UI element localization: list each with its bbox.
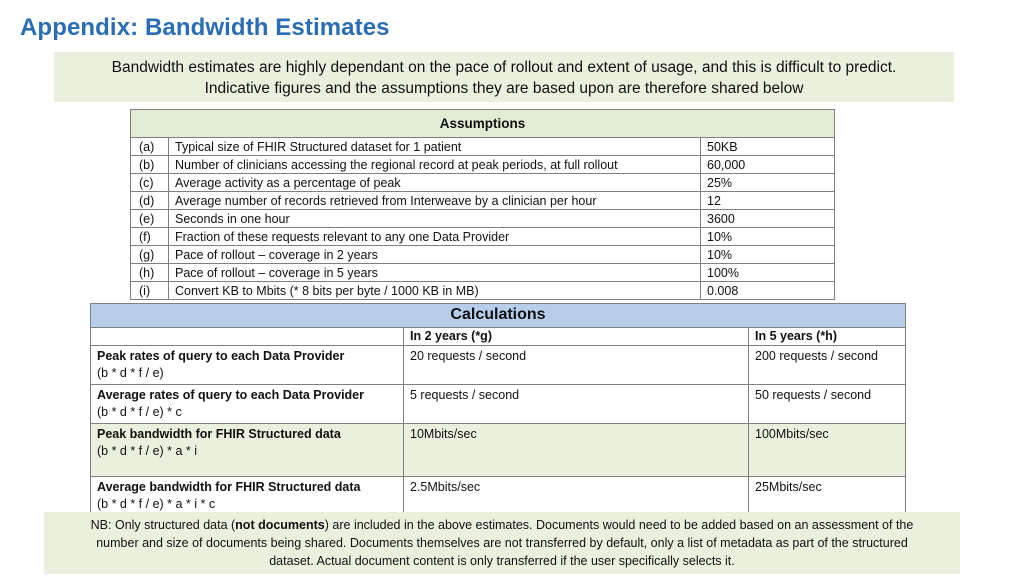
- assumption-desc: Convert KB to Mbits (* 8 bits per byte / 1000 KB in MB): [169, 282, 701, 300]
- table-row: [91, 346, 906, 385]
- intro-line-1: Bandwidth estimates are highly dependant on the pace of rollout and extent of usage, and this is difficult to predict.: [111, 59, 897, 76]
- assumption-id: (d): [131, 192, 169, 210]
- calc-label-cell: [91, 346, 404, 385]
- calc-label-cell: [91, 477, 404, 516]
- assumption-value: 100%: [701, 264, 835, 282]
- intro-line-2: Indicative figures and the assumptions they are based upon are therefore shared below: [204, 80, 804, 97]
- assumption-value: 0.008: [701, 282, 835, 300]
- assumption-desc: Fraction of these requests relevant to any one Data Provider: [169, 228, 701, 246]
- calc-value-2yr: 20 requests / second: [404, 346, 749, 385]
- assumption-id: (b): [131, 156, 169, 174]
- assumption-value: 12: [701, 192, 835, 210]
- calc-label: Average bandwidth for FHIR Structured data: [97, 480, 361, 494]
- footnote-line-1-rest: ) are included in the above estimates. Documents would need to be added based on an assessment of the: [324, 518, 914, 532]
- assumption-value: 10%: [701, 246, 835, 264]
- assumption-desc: Seconds in one hour: [169, 210, 701, 228]
- calc-value-2yr: 2.5Mbits/sec: [404, 477, 749, 516]
- assumption-value: 50KB: [701, 138, 835, 156]
- table-row: [131, 138, 835, 156]
- assumption-desc: Average activity as a percentage of peak: [169, 174, 701, 192]
- table-row: [131, 228, 835, 246]
- empty-header-cell: [91, 328, 404, 346]
- table-row: [131, 192, 835, 210]
- assumption-id: (h): [131, 264, 169, 282]
- assumption-id: (a): [131, 138, 169, 156]
- footnote-box: [44, 512, 960, 574]
- assumption-desc: Number of clinicians accessing the regional record at peak periods, at full rollout: [169, 156, 701, 174]
- calc-value-2yr: 5 requests / second: [404, 385, 749, 424]
- calc-value-5yr: 200 requests / second: [749, 346, 906, 385]
- assumptions-table: [130, 109, 835, 300]
- col-2-years: In 2 years (*g): [404, 328, 749, 346]
- assumption-id: (c): [131, 174, 169, 192]
- table-row: [91, 424, 906, 477]
- intro-box: [54, 52, 954, 102]
- assumption-value: 25%: [701, 174, 835, 192]
- footnote-line-1: [44, 516, 960, 534]
- assumption-desc: Average number of records retrieved from Interweave by a clinician per hour: [169, 192, 701, 210]
- calculations-heading: Calculations: [91, 304, 906, 328]
- col-5-years: In 5 years (*h): [749, 328, 906, 346]
- assumptions-heading: Assumptions: [131, 110, 835, 138]
- assumption-value: 60,000: [701, 156, 835, 174]
- calc-label-cell: [91, 385, 404, 424]
- assumption-desc: Pace of rollout – coverage in 2 years: [169, 246, 701, 264]
- table-row: [91, 477, 906, 516]
- page-title: Appendix: Bandwidth Estimates: [20, 14, 390, 41]
- calc-formula: (b * d * f / e): [97, 366, 164, 380]
- calc-formula: (b * d * f / e) * a * i * c: [97, 497, 216, 511]
- calc-formula: (b * d * f / e) * c: [97, 405, 182, 419]
- calculations-column-headers: [91, 328, 906, 346]
- assumption-id: (g): [131, 246, 169, 264]
- assumption-desc: Pace of rollout – coverage in 5 years: [169, 264, 701, 282]
- table-row: [131, 210, 835, 228]
- calc-formula: (b * d * f / e) * a * i: [97, 444, 198, 458]
- calc-label: Peak bandwidth for FHIR Structured data: [97, 427, 341, 441]
- assumption-id: (f): [131, 228, 169, 246]
- footnote-bold: not documents: [235, 518, 325, 532]
- calc-label-cell: [91, 424, 404, 477]
- table-row: [131, 156, 835, 174]
- assumption-desc: Typical size of FHIR Structured dataset for 1 patient: [169, 138, 701, 156]
- table-row: [131, 264, 835, 282]
- table-row: [91, 385, 906, 424]
- assumption-value: 10%: [701, 228, 835, 246]
- table-row: [131, 282, 835, 300]
- calc-value-5yr: 50 requests / second: [749, 385, 906, 424]
- calc-value-5yr: 25Mbits/sec: [749, 477, 906, 516]
- table-row: [131, 246, 835, 264]
- assumption-id: (i): [131, 282, 169, 300]
- calculations-table: [90, 303, 906, 516]
- footnote-prefix: NB: Only structured data (: [90, 518, 236, 532]
- calc-value-5yr: 100Mbits/sec: [749, 424, 906, 477]
- assumption-id: (e): [131, 210, 169, 228]
- calc-value-2yr: 10Mbits/sec: [404, 424, 749, 477]
- footnote-line-3: dataset. Actual document content is only transferred if the user specifically selects it.: [269, 554, 735, 568]
- calc-label: Average rates of query to each Data Provider: [97, 388, 364, 402]
- assumption-value: 3600: [701, 210, 835, 228]
- table-row: [131, 174, 835, 192]
- footnote-line-2: number and size of documents being shared. Documents themselves are not transferred by default, only a list of metadata as part of the structured: [96, 536, 908, 550]
- calc-label: Peak rates of query to each Data Provider: [97, 349, 345, 363]
